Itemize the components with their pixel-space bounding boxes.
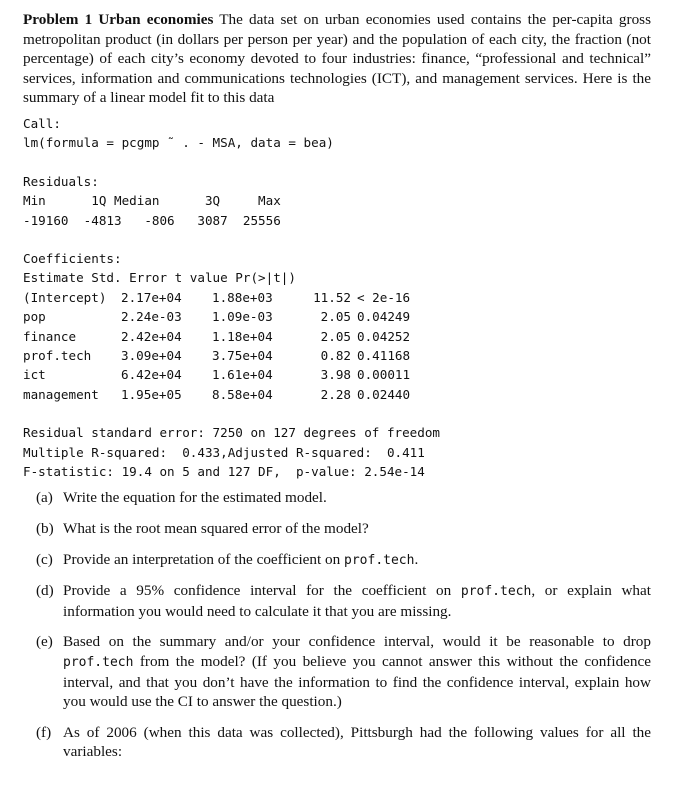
call-label: Call: (23, 115, 61, 131)
coef-t-value: 2.05 (320, 328, 351, 344)
coef-row-prof-tech (23, 346, 651, 365)
question-label: (d) (36, 582, 54, 600)
coef-std-error: 1.18e+04 (212, 328, 273, 344)
question-label: (a) (36, 489, 53, 507)
question-text-end: , or explain what information you would need to calculate it that you are missing. (63, 582, 651, 620)
problem-intro (23, 10, 651, 108)
coef-std-error: 3.75e+04 (212, 348, 273, 364)
coef-p-value: 0.00011 (357, 367, 411, 383)
question-f (23, 723, 651, 762)
problem-title: Problem 1 Urban economies (23, 11, 214, 28)
coef-t-value: 2.28 (320, 386, 351, 402)
coef-term: ict (23, 367, 46, 383)
coef-p-value: 0.02440 (357, 386, 411, 402)
coef-term: finance (23, 328, 77, 344)
coef-term: management (23, 386, 99, 402)
coef-term: prof.tech (23, 348, 92, 364)
residuals-values: -19160 -4813 -806 3087 25556 (23, 212, 281, 228)
coef-std-error: 1.09e-03 (212, 309, 273, 325)
coef-std-error: 8.58e+04 (212, 386, 273, 402)
residual-standard-error: Residual standard error: 7250 on 127 degrees of freedom (23, 425, 441, 441)
coef-term: (Intercept) (23, 289, 107, 305)
question-a (23, 488, 651, 508)
code-prof-tech: prof.tech (460, 584, 532, 600)
question-c (23, 550, 651, 571)
code-prof-tech: prof.tech (344, 552, 415, 568)
coef-row-intercept (23, 288, 651, 307)
question-text: Provide a 95% confidence interval for the coefficient on (63, 582, 461, 600)
call-line: lm(formula = pcgmp ˜ . - MSA, data = bea) (23, 135, 334, 151)
f-statistic: F-statistic: 19.4 on 5 and 127 DF, p-value: 2.54e-14 (23, 464, 425, 480)
coef-p-value: < 2e-16 (357, 289, 411, 305)
coef-t-value: 11.52 (313, 289, 351, 305)
coef-estimate: 3.09e+04 (121, 348, 182, 364)
question-text: Based on the summary and/or your confidence interval, would it be reasonable to drop (63, 633, 651, 651)
coef-p-value: 0.41168 (357, 348, 411, 364)
coef-row-pop (23, 307, 651, 326)
coef-t-value: 2.05 (320, 309, 351, 325)
r-squared: Multiple R-squared: 0.433,Adjusted R-squared: 0.411 (23, 444, 425, 460)
coef-p-value: 0.04249 (357, 309, 411, 325)
residuals-header: Min 1Q Median 3Q Max (23, 193, 281, 209)
question-b (23, 519, 651, 539)
problem-description: The data set on urban economies used contains the per-capita gross metropolitan product (in dollars per person per year) and the population of each city, the fraction (not percentage) of each city’s economy devoted to four industries: finance, “professional and technical” services, information and communications technologies (ICT), and management services. Here is the summary of a linear model fit to this data (23, 11, 651, 107)
coef-estimate: 1.95e+05 (121, 386, 182, 402)
coef-p-value: 0.04252 (357, 328, 411, 344)
coef-estimate: 2.24e-03 (121, 309, 182, 325)
code-prof-tech: prof.tech (63, 655, 134, 671)
coefficients-label: Coefficients: (23, 251, 122, 266)
problem-page (23, 10, 651, 762)
coef-std-error: 1.88e+03 (212, 289, 273, 305)
coef-term: pop (23, 309, 46, 325)
question-d (23, 581, 651, 621)
question-e (23, 632, 651, 711)
coef-row-finance (23, 327, 651, 346)
coef-estimate: 2.17e+04 (121, 289, 182, 305)
question-label: (c) (36, 550, 53, 568)
question-text-end: from the model? (If you believe you cannot answer this without the confidence interval, and that you don’t have the information to find the confidence interval, explain how you would use the CI to answer the question.) (63, 653, 651, 711)
coef-std-error: 1.61e+04 (212, 367, 273, 383)
question-text-end: . (414, 550, 419, 568)
coef-t-value: 3.98 (320, 367, 351, 383)
question-text: What is the root mean squared error of the model? (63, 520, 369, 538)
coefficients-table (23, 288, 651, 404)
coef-estimate: 2.42e+04 (121, 328, 182, 344)
coef-estimate: 6.42e+04 (121, 367, 182, 383)
question-text: Write the equation for the estimated model. (63, 489, 327, 507)
question-text: Provide an interpretation of the coefficient on (63, 550, 345, 568)
coefficients-header: Estimate Std. Error t value Pr(>|t|) (23, 270, 296, 286)
coef-row-ict (23, 365, 651, 384)
r-output (23, 114, 651, 482)
coef-row-management (23, 385, 651, 404)
question-label: (b) (36, 520, 54, 538)
question-label: (e) (36, 633, 53, 651)
question-text: As of 2006 (when this data was collected), Pittsburgh had the following values for all the variables: (63, 723, 651, 761)
coef-t-value: 0.82 (320, 348, 351, 364)
residuals-label: Residuals: (23, 173, 99, 189)
question-label: (f) (36, 723, 52, 741)
